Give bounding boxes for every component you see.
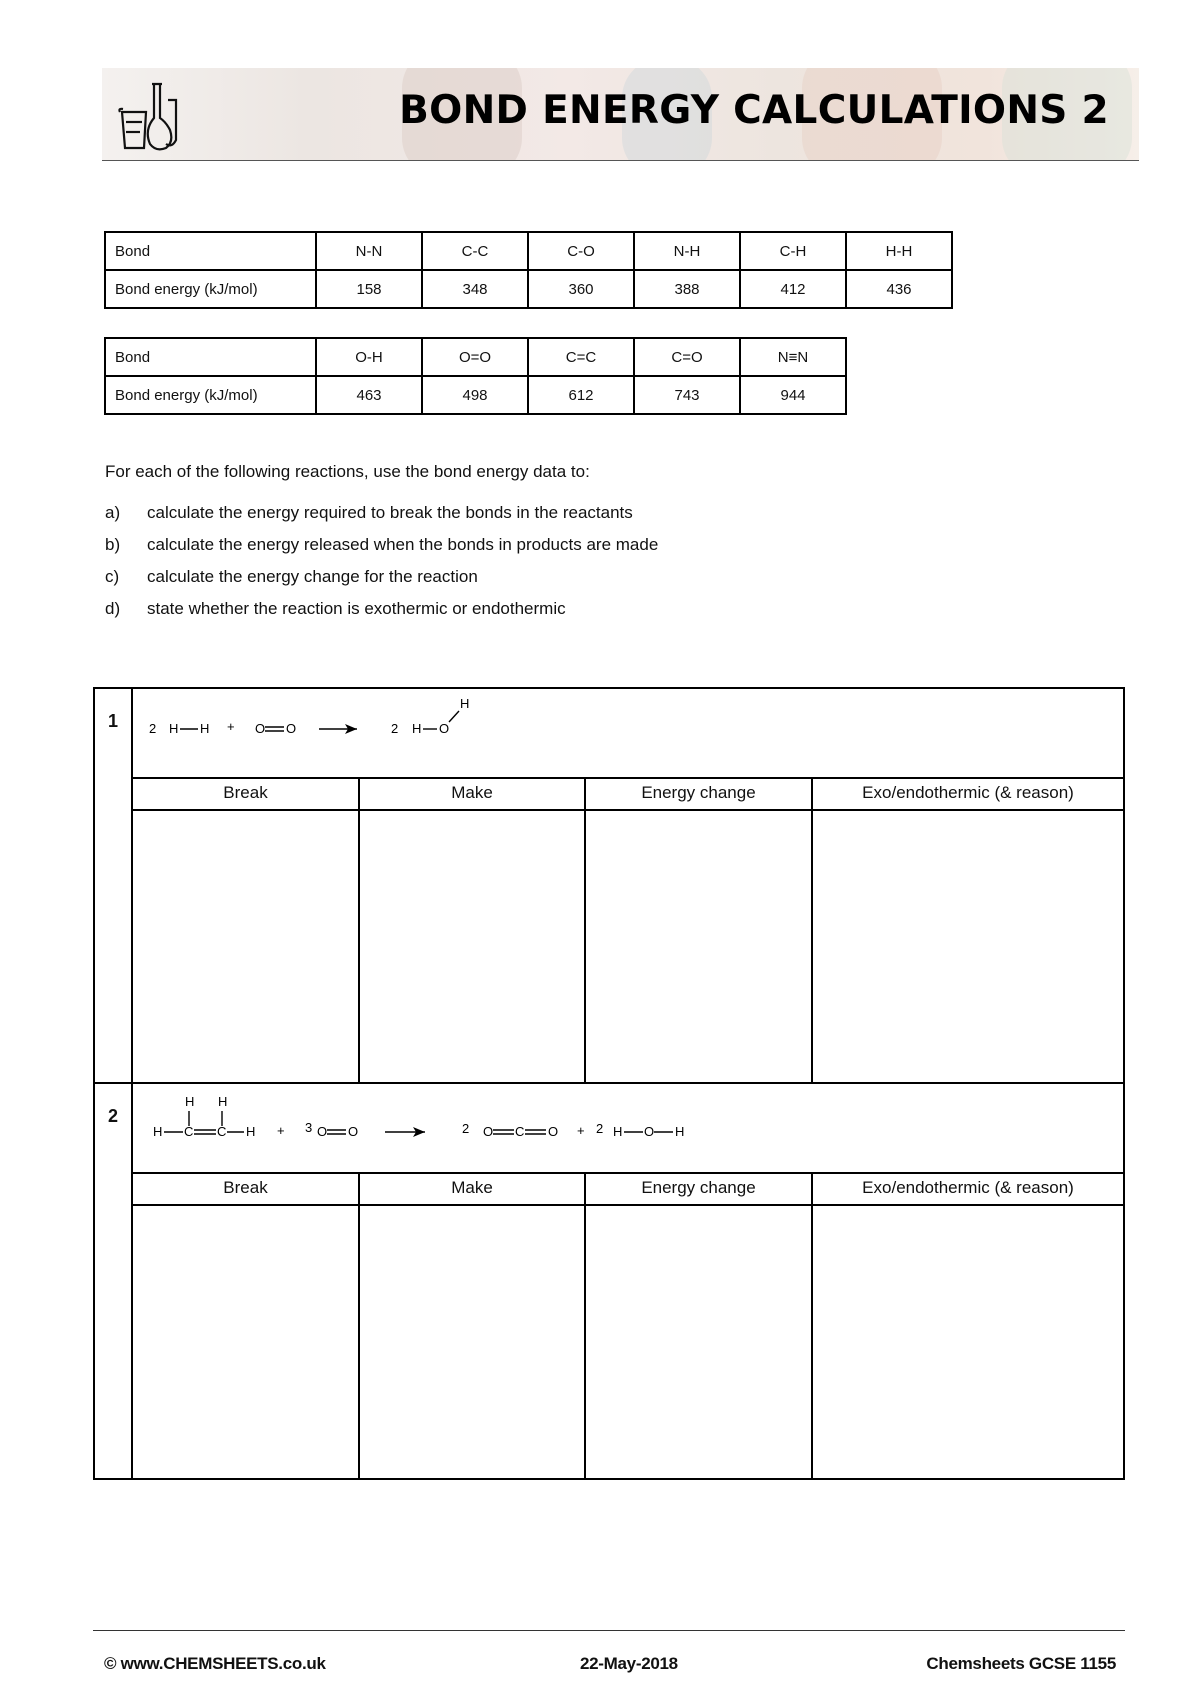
table-cell: N-N	[316, 232, 422, 270]
answer-area	[133, 1204, 1123, 1478]
instruction-text: calculate the energy released when the bonds in products are made	[147, 535, 659, 554]
bond-energy-table-2	[104, 337, 847, 415]
question-number: 2	[95, 1084, 133, 1478]
column-header-energy-change: Energy change	[586, 777, 813, 809]
question-2-block	[93, 1082, 1125, 1480]
equation-text: O	[548, 1124, 559, 1139]
table-cell: 612	[528, 376, 634, 414]
table-cell: 348	[422, 270, 528, 308]
table-cell: C=O	[634, 338, 740, 376]
reaction-equation-diagram	[133, 689, 1127, 777]
equation-text: O	[255, 721, 266, 736]
column-header-break: Break	[133, 1172, 360, 1204]
answer-header-row	[133, 777, 1123, 811]
reaction-equation	[133, 1084, 1123, 1174]
footer-website: © www.CHEMSHEETS.co.uk	[104, 1654, 326, 1673]
equation-text: 2	[596, 1121, 604, 1136]
column-header-exo-endothermic: Exo/endothermic (& reason)	[862, 783, 1074, 802]
equation-text: 2	[391, 721, 399, 736]
equation-text: +	[577, 1123, 585, 1138]
answer-box-break[interactable]	[133, 1204, 360, 1478]
answer-box-make[interactable]	[360, 1204, 586, 1478]
footer-reference: Chemsheets GCSE 1155	[926, 1654, 1116, 1673]
table-cell: 436	[846, 270, 952, 308]
instruction-text: calculate the energy required to break the bonds in the reactants	[147, 503, 633, 522]
table-cell: 158	[316, 270, 422, 308]
table-cell: Bond	[105, 338, 316, 376]
equation-text: H	[613, 1124, 623, 1139]
instructions-intro: For each of the following reactions, use the bond energy data to:	[105, 462, 590, 481]
equation-text: H	[675, 1124, 685, 1139]
table-cell: N≡N	[740, 338, 846, 376]
equation-text: O	[317, 1124, 328, 1139]
table-row	[105, 270, 952, 308]
instruction-item	[105, 567, 478, 587]
equation-text: H	[200, 721, 210, 736]
question-number: 1	[95, 689, 133, 1082]
table-cell: H-H	[846, 232, 952, 270]
single-bond	[449, 711, 459, 722]
equation-text: 3	[305, 1120, 313, 1135]
equation-text: C	[184, 1124, 194, 1139]
equation-text: O	[439, 721, 450, 736]
equation-text: +	[277, 1123, 285, 1138]
table-cell: Bond energy (kJ/mol)	[105, 270, 316, 308]
column-header-exo-endothermic: Exo/endothermic (& reason)	[862, 1178, 1074, 1197]
answer-box-exo-endothermic[interactable]	[813, 809, 1123, 1082]
equation-text: C	[515, 1124, 525, 1139]
footer-divider	[93, 1630, 1125, 1631]
instruction-text: calculate the energy change for the reaction	[147, 567, 478, 586]
equation-text: H	[412, 721, 422, 736]
answer-area	[133, 809, 1123, 1082]
equation-text: 2	[149, 721, 157, 736]
table-cell: C-C	[422, 232, 528, 270]
instruction-item	[105, 503, 633, 523]
equation-text: +	[227, 719, 235, 734]
column-header-energy-change: Energy change	[586, 1172, 813, 1204]
table-cell: 743	[634, 376, 740, 414]
equation-text: C	[217, 1124, 227, 1139]
answer-box-energy-change[interactable]	[586, 1204, 813, 1478]
column-header-break: Break	[133, 777, 360, 809]
answer-box-make[interactable]	[360, 809, 586, 1082]
table-cell: 944	[740, 376, 846, 414]
equation-text: O	[644, 1124, 655, 1139]
equation-text: 2	[462, 1121, 470, 1136]
instruction-letter: a)	[105, 503, 121, 522]
table-cell: O-H	[316, 338, 422, 376]
table-row	[105, 232, 952, 270]
table-cell: 412	[740, 270, 846, 308]
equation-text: O	[286, 721, 297, 736]
column-header-make: Make	[360, 1172, 586, 1204]
header-banner	[102, 68, 1139, 161]
answer-header-row	[133, 1172, 1123, 1206]
instruction-text: state whether the reaction is exothermic or endothermic	[147, 599, 566, 618]
instruction-letter: b)	[105, 535, 121, 554]
equation-text: H	[246, 1124, 256, 1139]
equation-text: O	[348, 1124, 359, 1139]
equation-text: H	[218, 1094, 228, 1109]
page-title: BOND ENERGY CALCULATIONS 2	[399, 88, 1109, 133]
instruction-item	[105, 599, 566, 619]
instruction-letter: c)	[105, 567, 120, 586]
instruction-letter: d)	[105, 599, 121, 618]
answer-box-energy-change[interactable]	[586, 809, 813, 1082]
answer-box-break[interactable]	[133, 809, 360, 1082]
table-cell: 388	[634, 270, 740, 308]
table-cell: 498	[422, 376, 528, 414]
column-header-make: Make	[360, 777, 586, 809]
answer-box-exo-endothermic[interactable]	[813, 1204, 1123, 1478]
equation-text: H	[185, 1094, 195, 1109]
table-cell: Bond	[105, 232, 316, 270]
bond-energy-table-1	[104, 231, 953, 309]
table-cell: C=C	[528, 338, 634, 376]
table-cell: 463	[316, 376, 422, 414]
table-row	[105, 338, 846, 376]
equation-text: O	[483, 1124, 494, 1139]
instruction-item	[105, 535, 658, 555]
footer-date: 22-May-2018	[580, 1654, 678, 1673]
table-cell: C-O	[528, 232, 634, 270]
table-cell: C-H	[740, 232, 846, 270]
lab-glassware-icon	[116, 78, 186, 152]
table-cell: O=O	[422, 338, 528, 376]
table-cell: Bond energy (kJ/mol)	[105, 376, 316, 414]
table-cell: 360	[528, 270, 634, 308]
equation-text: H	[169, 721, 179, 736]
table-row	[105, 376, 846, 414]
table-cell: N-H	[634, 232, 740, 270]
question-1-block	[93, 687, 1125, 1084]
equation-text: H	[153, 1124, 163, 1139]
reaction-equation-diagram	[133, 1084, 1127, 1172]
reaction-equation	[133, 689, 1123, 779]
equation-text: H	[460, 696, 470, 711]
